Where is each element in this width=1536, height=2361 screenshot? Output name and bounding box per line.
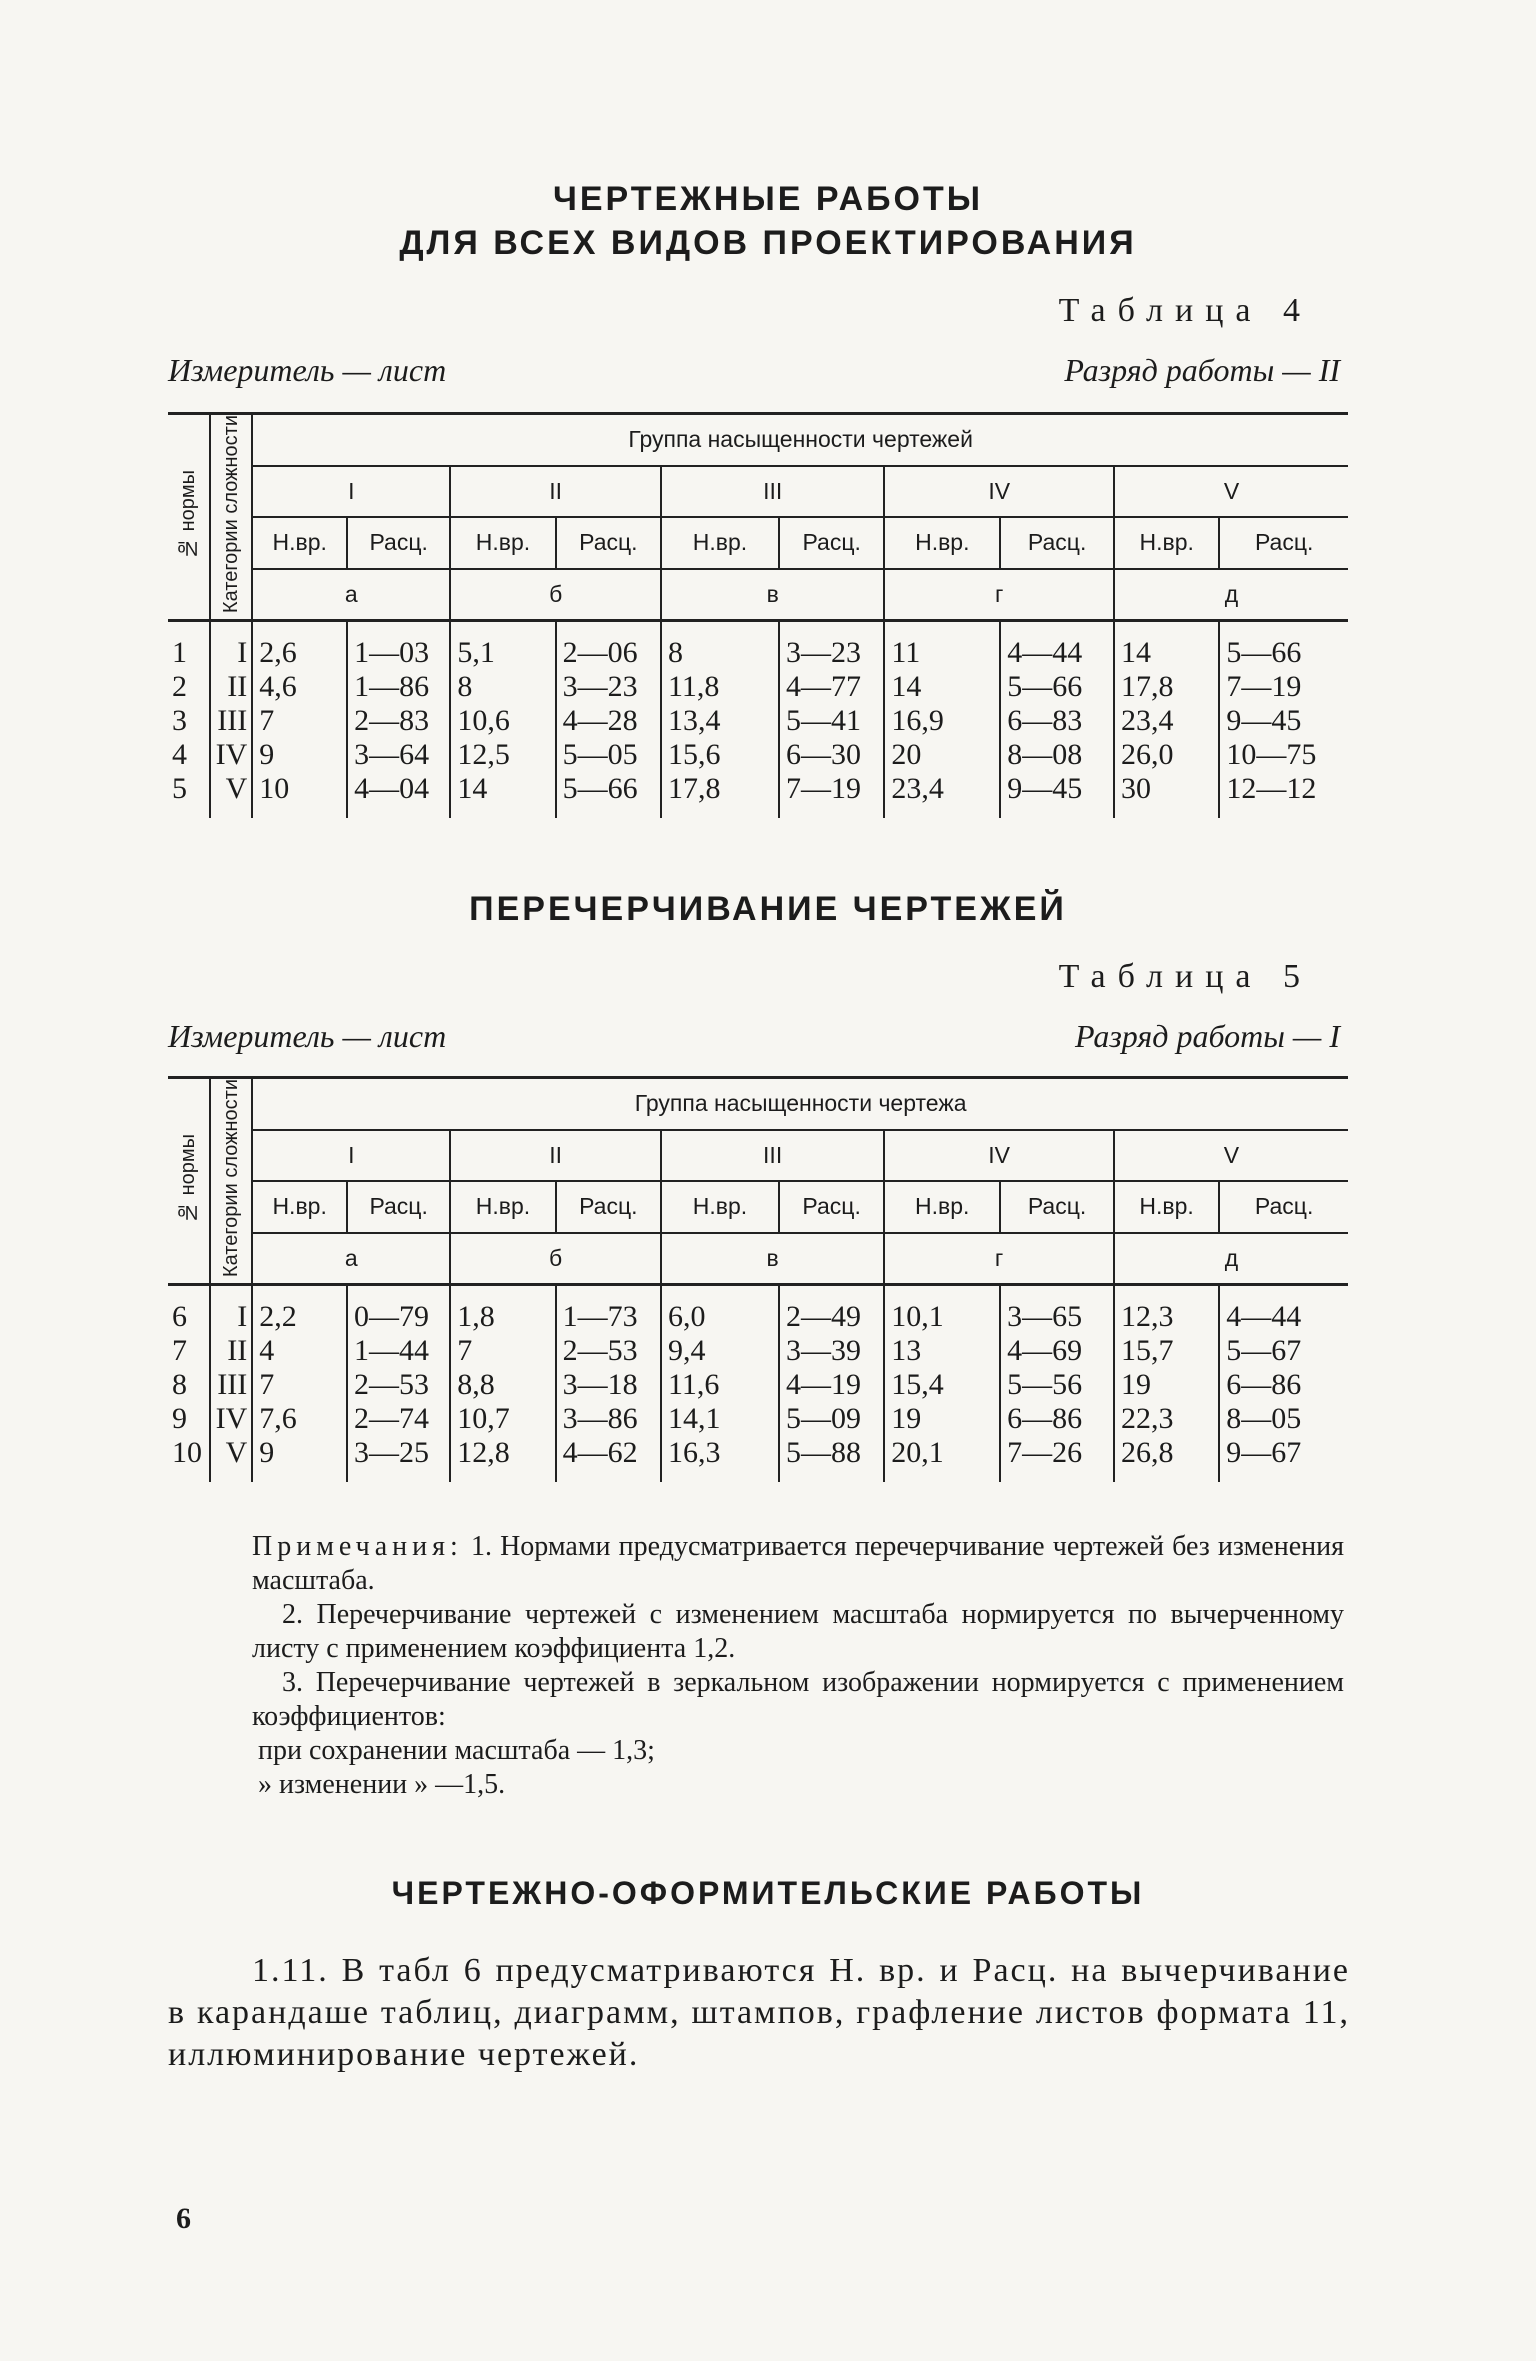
- table-row: [168, 738, 1348, 772]
- time-norm-cell: 2,6: [252, 621, 347, 671]
- subheader-time: Н.вр.: [1114, 517, 1219, 569]
- note-3-line-a: при сохранении масштаба — 1,3;: [258, 1735, 655, 1766]
- category-cell: III: [210, 704, 252, 738]
- rate-cell: 8—05: [1219, 1402, 1348, 1436]
- subheader-time: Н.вр.: [884, 517, 1000, 569]
- time-norm-cell: 9: [252, 738, 347, 772]
- group-label: IV: [884, 466, 1114, 518]
- norm-number-cell: 6: [172, 1300, 187, 1334]
- rate-cell: 5—66: [556, 772, 661, 818]
- rate-cell: 4—44: [1000, 621, 1114, 671]
- group-header: Группа насыщенности чертежа: [252, 1078, 1348, 1130]
- rate-cell: 12—12: [1219, 772, 1348, 818]
- section-title-line2: ДЛЯ ВСЕХ ВИДОВ ПРОЕКТИРОВАНИЯ: [399, 224, 1137, 262]
- category-cell: III: [210, 1368, 252, 1402]
- category-cell: V: [210, 772, 252, 818]
- rate-cell: 5—56: [1000, 1368, 1114, 1402]
- table-row: [168, 1368, 1348, 1402]
- rate-cell: 5—66: [1219, 621, 1348, 671]
- subheader-rate: Расц.: [1000, 517, 1114, 569]
- time-norm-cell: 23,4: [884, 772, 1000, 818]
- rate-cell: 5—05: [556, 738, 661, 772]
- subheader-time: Н.вр.: [252, 517, 347, 569]
- group-letter: в: [661, 1233, 884, 1285]
- rate-cell: 1—44: [347, 1334, 450, 1368]
- rate-cell: 1—03: [347, 621, 450, 671]
- time-norm-cell: 19: [1114, 1368, 1219, 1402]
- group-label: III: [661, 466, 884, 518]
- rate-cell: 4—44: [1219, 1285, 1348, 1335]
- time-norm-cell: 19: [884, 1402, 1000, 1436]
- time-norm-cell: 7: [252, 704, 347, 738]
- group-letter: г: [884, 569, 1114, 621]
- rate-cell: 3—23: [556, 670, 661, 704]
- group-letter: г: [884, 1233, 1114, 1285]
- rate-cell: 7—19: [1219, 670, 1348, 704]
- rate-cell: 2—49: [779, 1285, 884, 1335]
- note-3: 3. Перечерчивание чертежей в зеркальном изображении нормируется с применением коэффициентов:: [252, 1667, 1344, 1732]
- group-letter: в: [661, 569, 884, 621]
- group-label: I: [252, 466, 450, 518]
- time-norm-cell: 7: [252, 1368, 347, 1402]
- category-cell: V: [210, 1436, 252, 1482]
- group-letter: д: [1114, 1233, 1348, 1285]
- time-norm-cell: 12,5: [450, 738, 555, 772]
- category-cell: IV: [210, 738, 252, 772]
- subheader-rate: Расц.: [779, 517, 884, 569]
- time-norm-cell: 26,0: [1114, 738, 1219, 772]
- rate-cell: 3—18: [556, 1368, 661, 1402]
- rate-cell: 4—62: [556, 1436, 661, 1482]
- time-norm-cell: 15,6: [661, 738, 779, 772]
- time-norm-cell: 10: [252, 772, 347, 818]
- subheader-rate: Расц.: [347, 517, 450, 569]
- table-row: [168, 1402, 1348, 1436]
- table-row: [168, 1436, 1348, 1482]
- time-norm-cell: 8,8: [450, 1368, 555, 1402]
- rate-cell: 3—64: [347, 738, 450, 772]
- rate-cell: 0—79: [347, 1285, 450, 1335]
- time-norm-cell: 12,3: [1114, 1285, 1219, 1335]
- subheader-time: Н.вр.: [884, 1181, 1000, 1233]
- note-2: 2. Перечерчивание чертежей с изменением масштаба нормируется по вычерченному листу с применением коэффициента 1,2.: [252, 1599, 1344, 1664]
- rate-cell: 6—86: [1000, 1402, 1114, 1436]
- subheader-time: Н.вр.: [661, 1181, 779, 1233]
- time-norm-cell: 8: [661, 621, 779, 671]
- table-row: [168, 1334, 1348, 1368]
- subheader-time: Н.вр.: [450, 1181, 555, 1233]
- rate-cell: 2—06: [556, 621, 661, 671]
- time-norm-cell: 23,4: [1114, 704, 1219, 738]
- column-header-norm-no: № нормы: [168, 414, 210, 621]
- group-label: V: [1114, 466, 1348, 518]
- subheader-rate: Расц.: [1219, 1181, 1348, 1233]
- group-letter: д: [1114, 569, 1348, 621]
- measure-label: Измеритель — лист: [168, 352, 447, 388]
- rate-cell: 10—75: [1219, 738, 1348, 772]
- time-norm-cell: 14: [450, 772, 555, 818]
- paragraph-1-11: 1.11. В табл 6 предусматриваются Н. вр. и Расц. на вычерчивание в карандаше таблиц, диаграмм, штампов, графление листов формата 11, иллюминирование чертежей.: [168, 1952, 1350, 2073]
- table-row: [168, 621, 1348, 671]
- rate-cell: 5—09: [779, 1402, 884, 1436]
- page-number: 6: [176, 2202, 191, 2235]
- table-number: Таблица 4: [1058, 292, 1312, 329]
- subheader-time: Н.вр.: [252, 1181, 347, 1233]
- time-norm-cell: 16,9: [884, 704, 1000, 738]
- time-norm-cell: 5,1: [450, 621, 555, 671]
- rate-cell: 5—66: [1000, 670, 1114, 704]
- rate-cell: 3—39: [779, 1334, 884, 1368]
- norm-number-cell: 1: [172, 636, 187, 670]
- norm-number-cell: 4: [172, 738, 187, 772]
- time-norm-cell: 20,1: [884, 1436, 1000, 1482]
- rate-cell: 6—86: [1219, 1368, 1348, 1402]
- time-norm-cell: 13: [884, 1334, 1000, 1368]
- rate-cell: 9—45: [1000, 772, 1114, 818]
- rate-cell: 3—65: [1000, 1285, 1114, 1335]
- rate-cell: 9—45: [1219, 704, 1348, 738]
- table-row: [168, 704, 1348, 738]
- time-norm-cell: 9: [252, 1436, 347, 1482]
- group-label: IV: [884, 1130, 1114, 1182]
- rate-cell: 6—30: [779, 738, 884, 772]
- subheader-rate: Расц.: [779, 1181, 884, 1233]
- group-label: II: [450, 466, 661, 518]
- norm-number-cell: 2: [172, 670, 187, 704]
- section-title: ЧЕРТЕЖНО-ОФОРМИТЕЛЬСКИЕ РАБОТЫ: [391, 1875, 1145, 1911]
- column-header-norm-no: № нормы: [168, 1078, 210, 1285]
- rate-cell: 2—53: [556, 1334, 661, 1368]
- rate-cell: 7—26: [1000, 1436, 1114, 1482]
- rate-cell: 4—77: [779, 670, 884, 704]
- notes-label: Примечания:: [252, 1531, 463, 1562]
- note-3-line-b: » изменении » —1,5.: [258, 1769, 506, 1800]
- table-row: [168, 670, 1348, 704]
- rate-cell: 5—41: [779, 704, 884, 738]
- time-norm-cell: 10,6: [450, 704, 555, 738]
- time-norm-cell: 10,7: [450, 1402, 555, 1436]
- rate-cell: 2—74: [347, 1402, 450, 1436]
- subheader-rate: Расц.: [556, 1181, 661, 1233]
- time-norm-cell: 14,1: [661, 1402, 779, 1436]
- time-norm-cell: 4,6: [252, 670, 347, 704]
- norm-number-cell: 8: [172, 1368, 187, 1402]
- time-norm-cell: 15,7: [1114, 1334, 1219, 1368]
- subheader-time: Н.вр.: [1114, 1181, 1219, 1233]
- time-norm-cell: 6,0: [661, 1285, 779, 1335]
- time-norm-cell: 14: [1114, 621, 1219, 671]
- rate-cell: 9—67: [1219, 1436, 1348, 1482]
- column-header-category: Категории сложности: [210, 414, 252, 621]
- rate-cell: 4—69: [1000, 1334, 1114, 1368]
- rate-cell: 6—83: [1000, 704, 1114, 738]
- group-label: V: [1114, 1130, 1348, 1182]
- subheader-rate: Расц.: [556, 517, 661, 569]
- subheader-time: Н.вр.: [450, 517, 555, 569]
- subheader-time: Н.вр.: [661, 517, 779, 569]
- group-label: II: [450, 1130, 661, 1182]
- time-norm-cell: 2,2: [252, 1285, 347, 1335]
- time-norm-cell: 7: [450, 1334, 555, 1368]
- rate-cell: 1—73: [556, 1285, 661, 1335]
- group-label: III: [661, 1130, 884, 1182]
- time-norm-cell: 16,3: [661, 1436, 779, 1482]
- time-norm-cell: 13,4: [661, 704, 779, 738]
- rate-cell: 5—88: [779, 1436, 884, 1482]
- norm-number-cell: 3: [172, 704, 187, 738]
- subheader-rate: Расц.: [347, 1181, 450, 1233]
- time-norm-cell: 20: [884, 738, 1000, 772]
- body-paragraph: [168, 1950, 1350, 2076]
- rate-cell: 3—86: [556, 1402, 661, 1436]
- rate-cell: 5—67: [1219, 1334, 1348, 1368]
- time-norm-cell: 1,8: [450, 1285, 555, 1335]
- rate-cell: 2—53: [347, 1368, 450, 1402]
- group-letter: б: [450, 569, 661, 621]
- time-norm-cell: 14: [884, 670, 1000, 704]
- time-norm-cell: 4: [252, 1334, 347, 1368]
- time-norm-cell: 30: [1114, 772, 1219, 818]
- time-norm-cell: 8: [450, 670, 555, 704]
- category-cell: I: [210, 621, 252, 671]
- norm-number-cell: 9: [172, 1402, 187, 1436]
- table-number: Таблица 5: [1058, 958, 1312, 995]
- section-title-line1: ЧЕРТЕЖНЫЕ РАБОТЫ: [552, 180, 984, 218]
- subheader-rate: Расц.: [1000, 1181, 1114, 1233]
- group-label: I: [252, 1130, 450, 1182]
- rate-cell: 4—04: [347, 772, 450, 818]
- norm-number-cell: 5: [172, 772, 187, 806]
- measure-label: Измеритель — лист: [168, 1018, 447, 1054]
- rate-cell: 3—23: [779, 621, 884, 671]
- time-norm-cell: 7,6: [252, 1402, 347, 1436]
- category-cell: II: [210, 1334, 252, 1368]
- section-title: ПЕРЕЧЕРЧИВАНИЕ ЧЕРТЕЖЕЙ: [469, 890, 1067, 928]
- notes-block: [252, 1530, 1344, 1802]
- category-cell: II: [210, 670, 252, 704]
- norms-table-5: [168, 1076, 1348, 1482]
- time-norm-cell: 22,3: [1114, 1402, 1219, 1436]
- time-norm-cell: 9,4: [661, 1334, 779, 1368]
- time-norm-cell: 17,8: [1114, 670, 1219, 704]
- rate-cell: 7—19: [779, 772, 884, 818]
- rate-cell: 4—28: [556, 704, 661, 738]
- time-norm-cell: 10,1: [884, 1285, 1000, 1335]
- time-norm-cell: 11,6: [661, 1368, 779, 1402]
- time-norm-cell: 15,4: [884, 1368, 1000, 1402]
- category-cell: I: [210, 1285, 252, 1335]
- column-header-category: Категории сложности: [210, 1078, 252, 1285]
- group-letter: б: [450, 1233, 661, 1285]
- norm-number-cell: 7: [172, 1334, 187, 1368]
- time-norm-cell: 11,8: [661, 670, 779, 704]
- subheader-rate: Расц.: [1219, 517, 1348, 569]
- note-1: 1. Нормами предусматривается перечерчивание чертежей без изменения масштаба.: [252, 1531, 1344, 1596]
- rate-cell: 8—08: [1000, 738, 1114, 772]
- rate-cell: 1—86: [347, 670, 450, 704]
- table-row: [168, 772, 1348, 818]
- table-row: [168, 1285, 1348, 1335]
- norms-table-4: [168, 412, 1348, 818]
- norm-number-cell: 10: [172, 1436, 202, 1470]
- time-norm-cell: 17,8: [661, 772, 779, 818]
- rate-cell: 4—19: [779, 1368, 884, 1402]
- group-header: Группа насыщенности чертежей: [252, 414, 1348, 466]
- time-norm-cell: 12,8: [450, 1436, 555, 1482]
- time-norm-cell: 11: [884, 621, 1000, 671]
- category-cell: IV: [210, 1402, 252, 1436]
- rate-cell: 3—25: [347, 1436, 450, 1482]
- time-norm-cell: 26,8: [1114, 1436, 1219, 1482]
- grade-label: Разряд работы — II: [1064, 352, 1340, 388]
- rate-cell: 2—83: [347, 704, 450, 738]
- group-letter: а: [252, 1233, 450, 1285]
- group-letter: а: [252, 569, 450, 621]
- grade-label: Разряд работы — I: [1074, 1018, 1340, 1054]
